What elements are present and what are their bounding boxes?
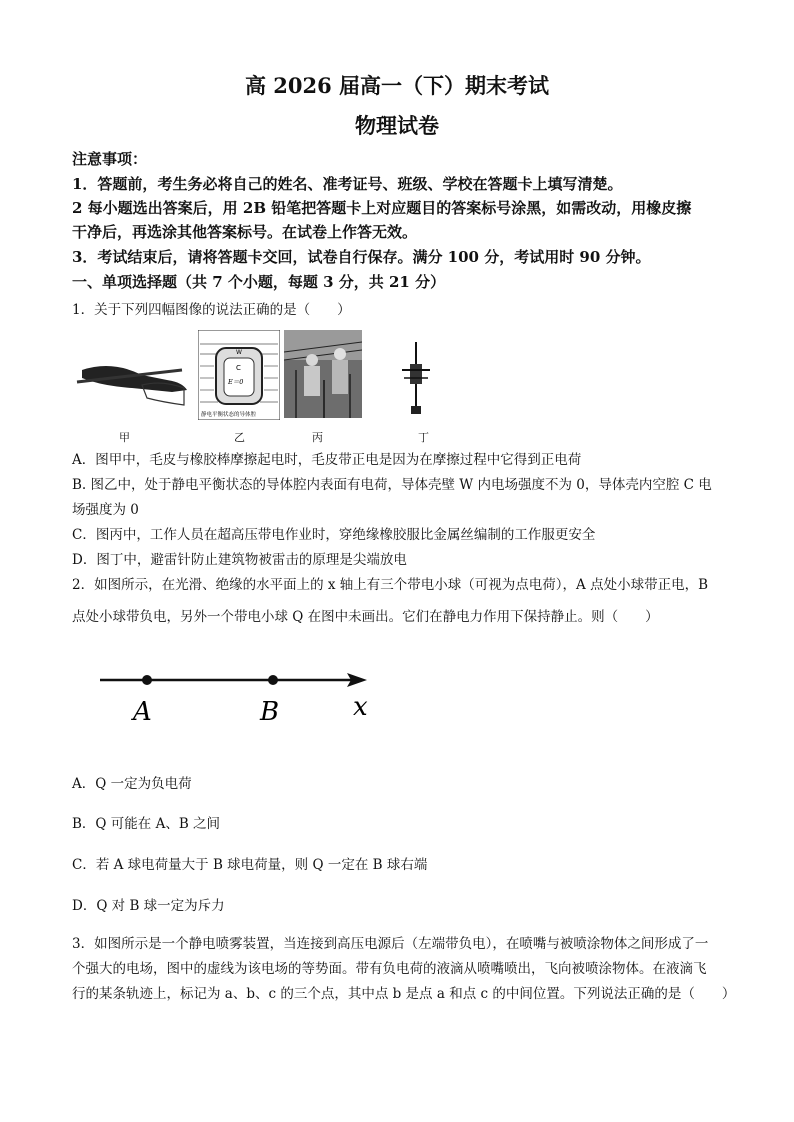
q2-stem-line-2: 点处小球带负电，另外一个带电小球 Q 在图中未画出。它们在静电力作用下保持静止。则（ ） <box>72 609 659 625</box>
notice-item-3: 3．考试结束后，请将答题卡交回，试卷自行保存。满分 100 分，考试用时 90 分钟。 <box>72 248 651 266</box>
caption-jia: 甲 <box>119 431 130 444</box>
section-heading: 一、单项选择题（共 7 个小题，每题 3 分，共 21 分） <box>72 273 446 291</box>
label-cavity-caption: 静电平衡状态的导体腔 <box>201 412 257 418</box>
label-c: C <box>236 364 241 372</box>
q1-option-b-cont: 场强度为 0 <box>72 502 139 518</box>
exam-title: 高 2026 届高一（下）期末考试 <box>244 73 550 98</box>
caption-yi: 乙 <box>234 431 245 444</box>
q2-option-a: A．Q 一定为负电荷 <box>72 776 192 792</box>
q1-option-a: A．图甲中，毛皮与橡胶棒摩擦起电时，毛皮带正电是因为在摩擦过程中它得到正电荷 <box>72 452 582 468</box>
label-e-zero: E＝0 <box>228 378 244 386</box>
caption-ding: 丁 <box>418 431 429 444</box>
figure-ding <box>396 340 436 420</box>
point-a <box>142 675 152 685</box>
q1-stem: 1．关于下列四幅图像的说法正确的是（ ） <box>72 302 351 318</box>
label-b: B <box>260 697 280 727</box>
q1-option-d: D．图丁中，避雷针防止建筑物被雷击的原理是尖端放电 <box>72 552 407 568</box>
q3-stem-line-1: 3．如图所示是一个静电喷雾装置，当连接到高压电源后（左端带负电），在喷嘴与被喷涂物体之间形成了一 <box>72 936 709 952</box>
point-b <box>268 675 278 685</box>
notice-item-2: 2 每小题选出答案后，用 2B 铅笔把答题卡上对应题目的答案标号涂黑，如需改动，用橡皮擦 <box>72 199 692 217</box>
figure-bing <box>284 330 362 418</box>
label-a: A <box>133 697 152 727</box>
q3-stem-line-3: 行的某条轨迹上，标记为 a、b、c 的三个点，其中点 b 是点 a 和点 c 的中间位置。下列说法正确的是（ ） <box>72 986 736 1002</box>
figure-yi <box>198 330 280 420</box>
exam-subtitle: 物理试卷 <box>355 113 439 138</box>
q2-option-d: D．Q 对 B 球一定为斥力 <box>72 898 225 914</box>
q2-axis-figure <box>95 660 395 730</box>
q1-option-c: C．图丙中，工作人员在超高压带电作业时，穿绝缘橡胶服比金属丝编制的工作服更安全 <box>72 527 596 543</box>
q2-option-c: C．若 A 球电荷量大于 B 球电荷量，则 Q 一定在 B 球右端 <box>72 857 428 873</box>
figure-jia <box>72 330 192 422</box>
q3-stem-line-2: 个强大的电场，图中的虚线为该电场的等势面。带有负电荷的液滴从喷嘴喷出，飞向被喷涂物体。在液滴飞 <box>72 961 707 977</box>
q1-option-b: B. 图乙中，处于静电平衡状态的导体腔内表面有电荷，导体壳壁 W 内电场强度不为 0，导体壳内空腔 C 电 <box>72 477 712 493</box>
notice-item-2-cont: 干净后，再选涂其他答案标号。在试卷上作答无效。 <box>72 223 418 241</box>
q2-option-b: B．Q 可能在 A、B 之间 <box>72 816 221 832</box>
notice-item-1: 1．答题前，考生务必将自己的姓名、准考证号、班级、学校在答题卡上填写清楚。 <box>72 175 623 193</box>
notice-heading: 注意事项： <box>72 150 148 168</box>
q2-stem-line-1: 2．如图所示，在光滑、绝缘的水平面上的 x 轴上有三个带电小球（可视为点电荷），A 点处小球带正电，B <box>72 577 708 593</box>
label-w: W <box>236 349 242 356</box>
label-x: x <box>353 692 368 722</box>
caption-bing: 丙 <box>312 431 323 444</box>
